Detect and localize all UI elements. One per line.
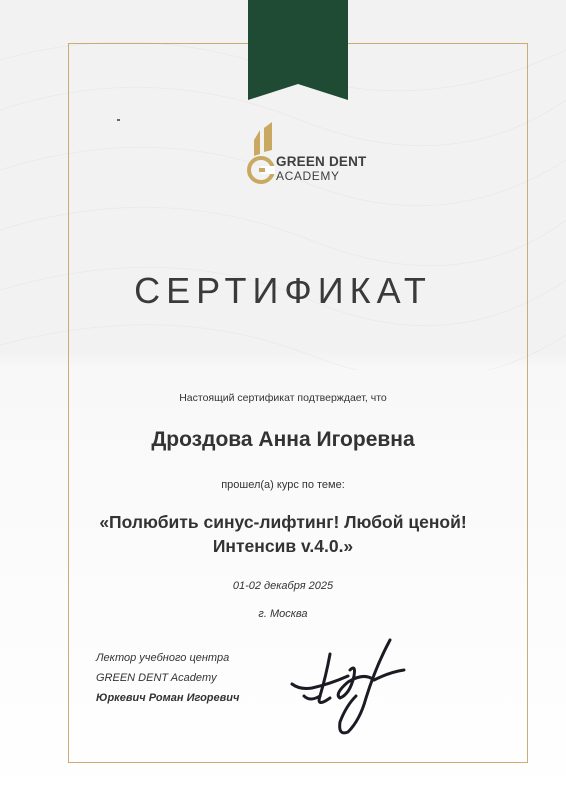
course-date: 01-02 декабря 2025	[232, 580, 334, 592]
handwritten-signature	[290, 636, 440, 736]
confirm-text: Настоящий сертификат подтверждает, что	[179, 392, 387, 404]
course-title-line1: «Полюбить синус-лифтинг! Любой ценой!	[99, 512, 467, 532]
lecturer-title: Лектор учебного центра	[96, 652, 230, 664]
logo-wordmark-line2: ACADEMY	[276, 169, 340, 183]
course-city: г. Москва	[258, 608, 308, 620]
logo-wordmark-line1: GREEN DENT	[276, 154, 367, 169]
lecturer-organization: GREEN DENT Academy	[96, 672, 217, 684]
recipient-name: Дроздова Анна Игоревна	[151, 428, 415, 451]
course-title-line2: Интенсив v.4.0.»	[212, 536, 354, 556]
certificate-title: СЕРТИФИКАТ	[134, 270, 432, 311]
green-ribbon	[0, 0, 566, 110]
passed-course-text: прошел(а) курс по теме:	[221, 479, 345, 491]
lecturer-name: Юркевич Роман Игоревич	[96, 692, 240, 704]
speck	[117, 119, 120, 121]
